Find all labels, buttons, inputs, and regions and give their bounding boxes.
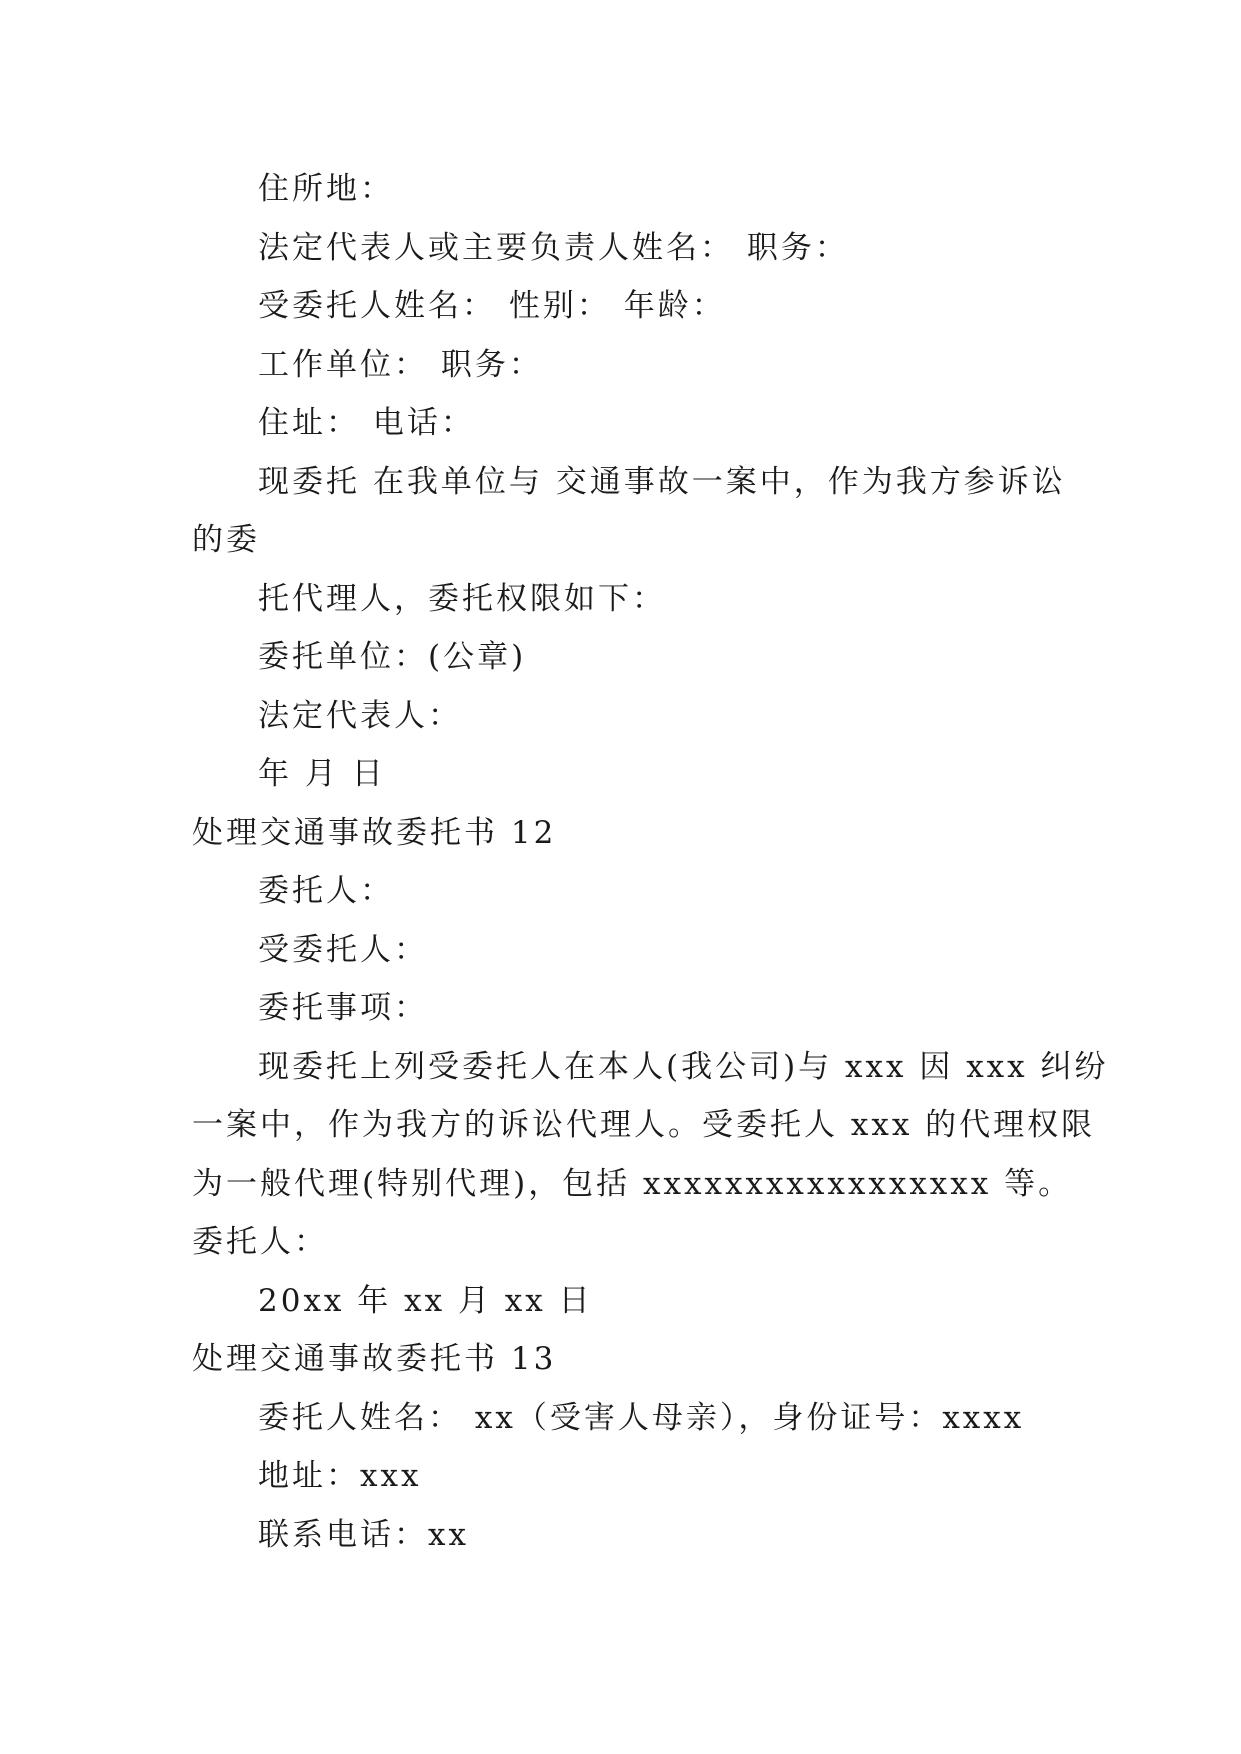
text-line: 现委托上列受委托人在本人(我公司)与 xxx 因 xxx 纠纷	[258, 1048, 1109, 1085]
text-line: 委托事项：	[258, 990, 428, 1026]
text-line: 住址： 电话：	[258, 405, 475, 441]
text-line: 托代理人，委托权限如下：	[258, 580, 666, 617]
text-line: 委托人姓名： xx（受害人母亲），身份证号：xxxx	[258, 1399, 1025, 1436]
document-body	[192, 160, 1109, 1564]
text-line: 法定代表人或主要负责人姓名： 职务：	[258, 229, 849, 266]
text-line: 一案中，作为我方的诉讼代理人。受委托人 xxx 的代理权限	[192, 1107, 1096, 1143]
text-line: 委托人：	[192, 1224, 328, 1260]
text-line: 受委托人姓名： 性别： 年龄：	[258, 288, 726, 324]
text-line: 工作单位： 职务：	[258, 346, 543, 383]
text-line: 现委托 在我单位与 交通事故一案中，作为我方参诉讼	[258, 463, 1066, 500]
text-line: 的委	[192, 522, 260, 558]
section-heading: 处理交通事故委托书 12	[192, 814, 557, 851]
text-line: 为一般代理(特别代理)，包括 xxxxxxxxxxxxxxxxx 等。	[192, 1165, 1073, 1202]
text-line: 法定代表人：	[258, 697, 462, 734]
text-line: 委托单位：(公章)	[258, 639, 527, 675]
text-line: 委托人：	[258, 873, 394, 909]
date-line: 年 月 日	[258, 756, 386, 792]
text-line: 地址：xxx	[258, 1458, 422, 1494]
date-line: 20xx 年 xx 月 xx 日	[258, 1282, 593, 1319]
text-line: 住所地：	[258, 171, 394, 207]
section-heading: 处理交通事故委托书 13	[192, 1341, 557, 1377]
text-line: 联系电话：xx	[258, 1516, 469, 1553]
text-line: 受委托人：	[258, 931, 428, 968]
